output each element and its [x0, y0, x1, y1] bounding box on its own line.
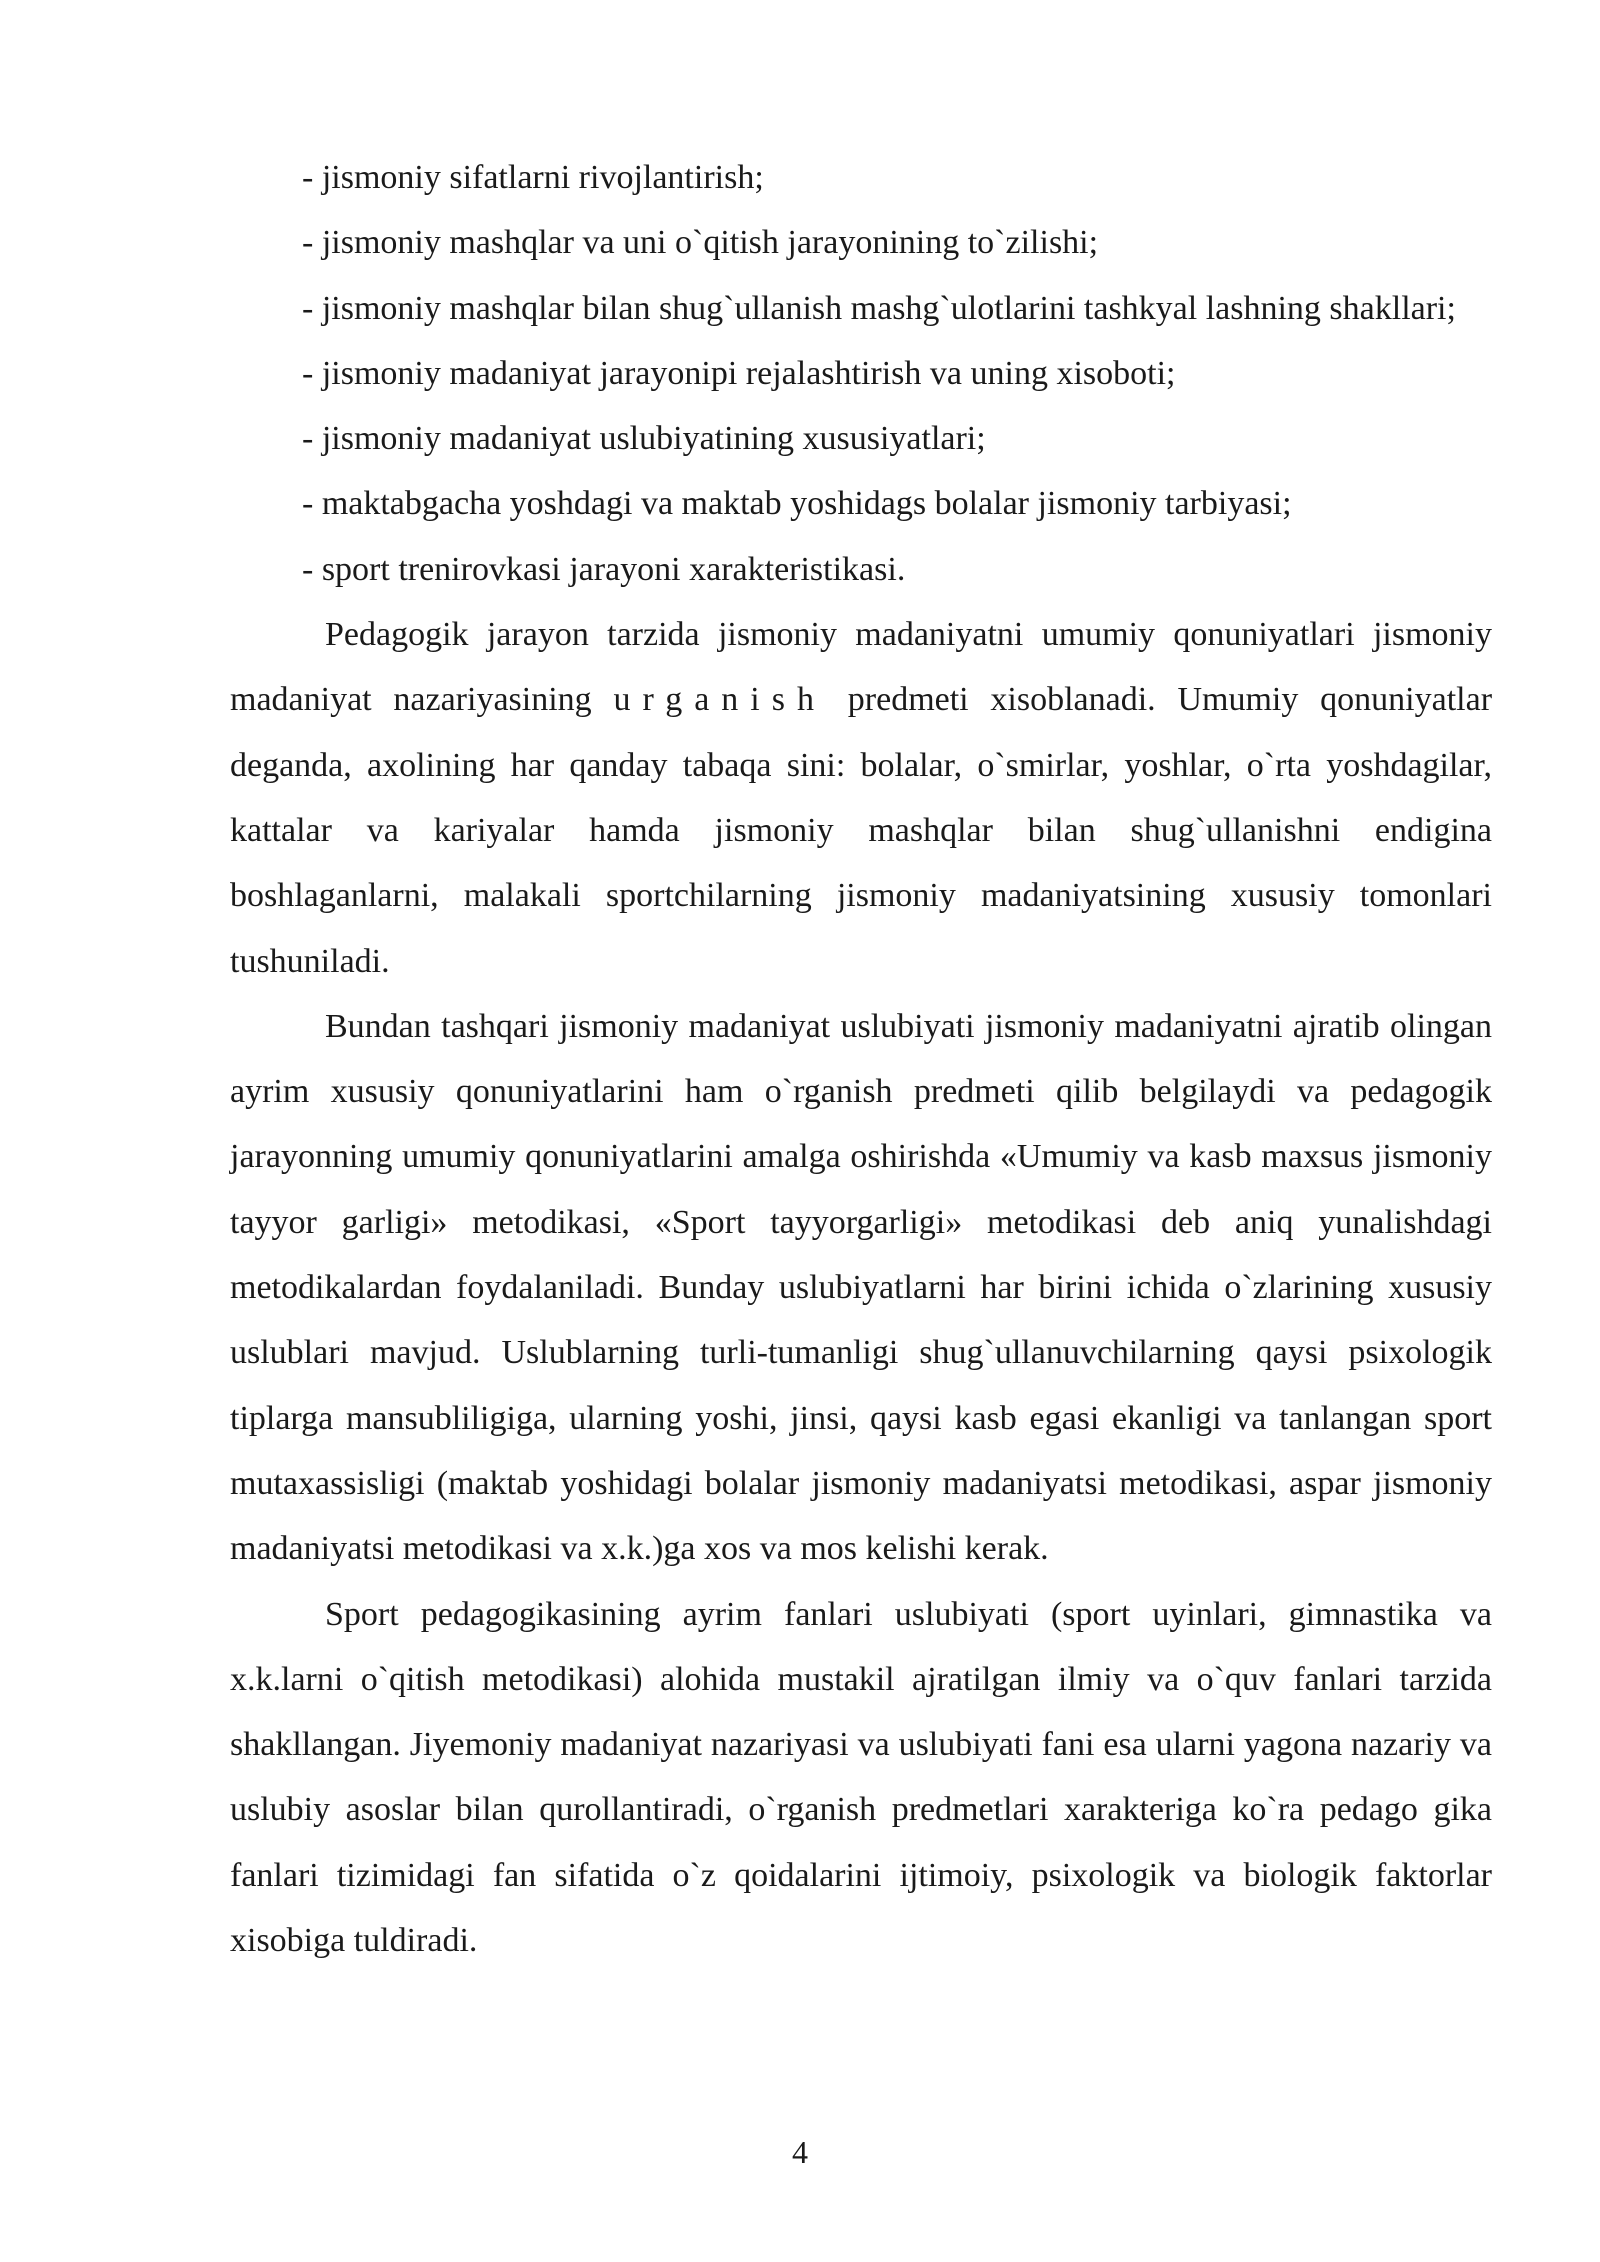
paragraph-2: Bundan tashqari jismoniy madaniyat uslubiyati jismoniy madaniyatni ajratib olingan ayrim xususiy qonuniyatlarini ham o`rganish predmeti qilib belgilaydi va pedagogik jarayonning umumiy qonuniyatlarini amalga oshirishda «Umumiy va kasb maxsus jismoniy tayyor garligi» metodikasi, «Sport tayyorgarligi» metodikasi deb aniq yunalishdagi metodikalardan foydalaniladi. Bunday uslubiyatlarni har birini ichida o`zlarining xususiy uslublari mavjud. Uslublarning turli-tumanligi shug`ullanuvchilarning qaysi psixologik tiplarga mansubliligiga, ularning yoshi, jinsi, qaysi kasb egasi ekanligi va tanlangan sport mutaxassisligi (maktab yoshidagi bolalar jismoniy madaniyatsi metodikasi, aspar jismoniy madaniyatsi metodikasi va x.k.)ga xos va mos kelishi kerak. — [230, 1007, 1492, 1568]
bullet-item: - jismoniy madaniyat jarayonipi rejalashtirish va uning xisoboti; — [302, 354, 1176, 392]
bullet-item: - maktabgacha yoshdagi va maktab yoshidags bolalar jismoniy tarbiyasi; — [302, 485, 1292, 523]
paragraph-1-start: Pedagogik jarayon tarzida jismoniy madaniyatni umumiy qonuniyatlari jismoniy madaniyat nazariyasining — [230, 616, 1492, 719]
page-number: 4 — [792, 2134, 808, 2170]
document-body — [230, 145, 1492, 1973]
bullet-item: - jismoniy madaniyat uslubiyatining xususiyatlari; — [302, 420, 986, 458]
paragraph-1-spaced-word: urganish — [613, 681, 826, 719]
paragraph-1 — [230, 602, 1492, 994]
paragraph-3: Sport pedagogikasining ayrim fanlari uslubiyati (sport uyinlari, gimnastika va x.k.larni o`qitish metodikasi) alohida mustakil ajratilgan ilmiy va o`quv fanlari tarzida shakllangan. Jiyemoniy madaniyat nazariyasi va uslubiyati fani esa ularni yagona nazariy va uslubiy asoslar bilan qurollantiradi, o`rganish predmetlari xarakteriga ko`ra pedago gika fanlari tizimidagi fan sifatida o`z qoidalarini ijtimoiy, psixologik va biologik faktorlar xisobiga tuldiradi. — [230, 1595, 1492, 1960]
bullet-item: - sport trenirovkasi jarayoni xarakteristikasi. — [302, 550, 906, 588]
paragraph-1-end: predmeti xisoblanadi. Umumiy qonuniyatlar deganda, axolining har qanday tabaqa sini: bolalar, o`smirlar, yoshlar, o`rta yoshdagilar, kattalar va kariyalar hamda jismoniy mashqlar bilan shug`ullanishni endigina boshlaganlarni, malakali sportchilarning jismoniy madaniyatsining xususiy tomonlari tushuniladi. — [230, 681, 1493, 980]
bullet-item: - jismoniy mashqlar va uni o`qitish jarayonining to`zilishi; — [302, 224, 1099, 262]
bullet-item: - jismoniy sifatlarni rivojlantirish; — [302, 159, 764, 196]
bullet-item: - jismoniy mashqlar bilan shug`ullanish mashg`ulotlarini tashkyal lashning shakllari; — [302, 289, 1456, 327]
